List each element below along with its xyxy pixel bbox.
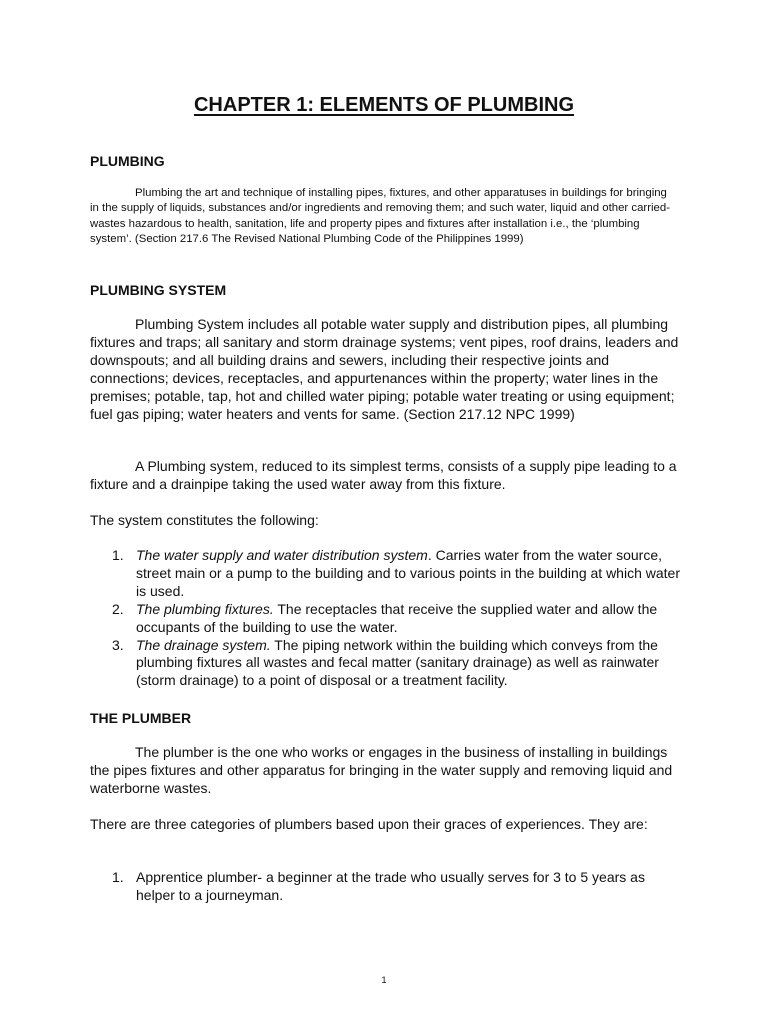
plumber-categories-list xyxy=(90,869,680,905)
paragraph-simplest-terms: A Plumbing system, reduced to its simplest terms, consists of a supply pipe leading to a fixture and a drainpipe taking the used water away from this fixture. xyxy=(90,458,677,492)
paragraph-plumber-definition: The plumber is the one who works or engages in the business of installing in buildings the pipes fixtures and other apparatus for bringing in the water supply and removing liquid and waterborne wastes. xyxy=(90,744,673,796)
paragraph-plumber-categories: There are three categories of plumbers based upon their graces of experiences. They are: xyxy=(90,816,648,832)
list-item-number: 2. xyxy=(112,600,124,617)
heading-plumbing: PLUMBING xyxy=(90,153,165,169)
paragraph-plumbing-system-definition: Plumbing System includes all potable water supply and distribution pipes, all plumbing fixtures and traps; all sanitary and storm drainage systems; vent pipes, roof drains, leaders and downspouts; and all building drains and sewers, including their respective joints and connections; devices, receptacles, and appurtenances within the property; water lines in the premises; potable, tap, hot and chilled water piping; potable water treating or using equipment; fuel gas piping; water heaters and vents for same. (Section 217.12 NPC 1999) xyxy=(90,316,679,422)
list-item xyxy=(90,637,680,691)
list-item xyxy=(90,601,680,637)
system-components-list xyxy=(90,547,680,690)
list-item-term: The plumbing fixtures. xyxy=(136,600,274,617)
list-item-text: Apprentice plumber- a beginner at the trade who usually serves for 3 to 5 years as helper to a journeyman. xyxy=(136,869,645,903)
chapter-title-text: CHAPTER 1: ELEMENTS OF PLUMBING xyxy=(193,94,574,116)
page-number: 1 xyxy=(381,975,387,985)
heading-the-plumber: THE PLUMBER xyxy=(90,710,192,726)
list-item-description: The receptacles that receive the supplied water and allow the occupants of the building to use the water. xyxy=(136,600,658,635)
list-item-description: The piping network within the building which conveys from the plumbing fixtures all wastes and fecal matter (sanitary drainage) as well as rainwater (storm drainage) to a point of disposal or a treatment facility. xyxy=(136,636,659,689)
list-item-description: . Carries water from the water source, street main or a pump to the building and to various points in the building at which water is used. xyxy=(136,547,680,599)
chapter-title xyxy=(0,92,768,118)
list-item xyxy=(90,869,680,905)
list-item-number: 3. xyxy=(112,636,124,653)
list-item-number: 1. xyxy=(112,869,124,885)
list-item-term: The water supply and water distribution system xyxy=(136,547,428,563)
list-item-term: The drainage system. xyxy=(136,636,271,653)
paragraph-plumbing-definition: Plumbing the art and technique of installing pipes, fixtures, and other apparatuses in buildings for bringing in the supply of liquids, substances and/or ingredients and removing them; and such water, liquid and other carried-wastes hazardous to health, sanitation, life and property pipes and fixtures after installation i.e., the ‘plumbing system’. (Section 217.6 The Revised National Plumbing Code of the Philippines 1999) xyxy=(90,187,670,246)
list-item xyxy=(90,547,680,601)
list-item-number: 1. xyxy=(112,547,124,563)
heading-plumbing-system: PLUMBING SYSTEM xyxy=(90,282,227,298)
paragraph-system-constitutes: The system constitutes the following: xyxy=(90,512,319,528)
